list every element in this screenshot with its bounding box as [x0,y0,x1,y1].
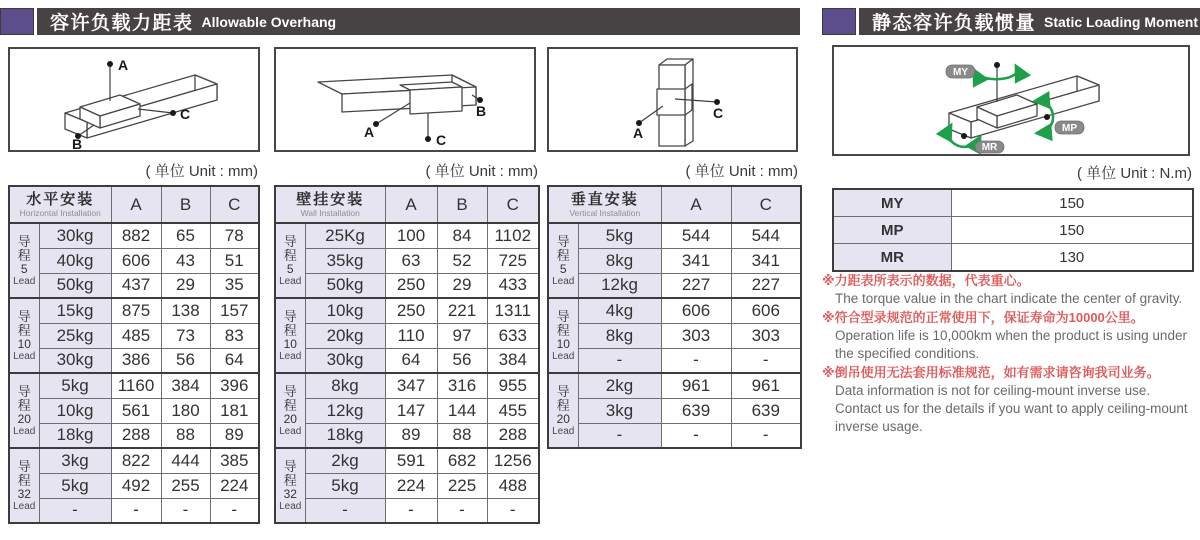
table-row [9,498,259,523]
data-cell: 1311 [487,298,539,323]
table-row [275,373,539,398]
data-cell: 396 [210,373,259,398]
table-title-cell [548,186,661,223]
lead-zh: 导程 [283,383,297,413]
horizontal-installation-diagram [8,47,260,152]
purple-accent-square [822,8,856,35]
table-row [9,323,259,348]
lead-num: 5 [559,261,567,276]
table-row [9,373,259,398]
data-cell: 180 [161,398,210,423]
moment-table [832,188,1194,272]
lead-num: 20 [283,411,297,426]
data-cell: 97 [437,323,487,348]
data-cell: 633 [487,323,539,348]
data-cell: 875 [111,298,161,323]
unit-label-mm: ( 单位 Unit : mm) [425,163,538,180]
wall-table [274,185,540,524]
lead-zh: 导程 [17,458,31,488]
data-cell: 561 [111,398,161,423]
data-cell: 961 [661,373,731,398]
data-cell: 35 [210,273,259,298]
data-cell: 433 [487,273,539,298]
data-cell: 147 [385,398,437,423]
note-item [822,271,1200,308]
point-a-label: A [633,125,644,141]
data-cell: - [111,498,161,523]
table-row [9,423,259,448]
table-row [9,398,259,423]
data-cell: 1256 [487,448,539,473]
table-row [548,398,801,423]
data-cell: 682 [437,448,487,473]
moment-label-my: MY [833,189,951,217]
weight-cell: - [578,348,661,373]
table-row [275,273,539,298]
col-header-a: A [111,186,161,223]
lead-num: 5 [20,261,28,276]
weight-cell: 8kg [305,373,385,398]
data-cell: 386 [111,348,161,373]
section-header-allowable-overhang [0,8,800,35]
point-a-label: A [364,124,375,140]
mr-badge-label: MR [981,142,998,153]
data-cell: - [487,498,539,523]
lead-en: Lead [552,425,575,437]
weight-cell: 50kg [39,273,111,298]
table-title-zh: 壁挂安装 [296,191,365,208]
data-cell: 455 [487,398,539,423]
data-cell: 138 [161,298,210,323]
weight-cell: 35kg [305,248,385,273]
data-cell: 485 [111,323,161,348]
note-item [822,308,1200,363]
table-row [548,348,801,373]
data-cell: 83 [210,323,259,348]
section-title-en: Allowable Overhang [201,13,337,30]
lead-zh: 导程 [17,383,31,413]
actuator-isometric-icon [276,49,534,150]
table-row [9,448,259,473]
lead-cell [275,373,305,448]
table-title-zh: 水平安装 [26,191,95,208]
table-row [9,348,259,373]
section-title-en: Static Loading Moment [1044,13,1199,30]
data-cell: 88 [437,423,487,448]
table-row [9,248,259,273]
lead-en: Lead [13,350,36,362]
data-cell: 84 [437,223,487,248]
data-cell: 227 [661,273,731,298]
lead-num: 20 [556,411,570,426]
moment-value-my: 150 [951,189,1193,217]
weight-cell: 30kg [305,348,385,373]
weight-cell: - [39,498,111,523]
data-cell: 221 [437,298,487,323]
weight-cell: 10kg [305,298,385,323]
col-header-a: A [661,186,731,223]
vertical-table [547,185,802,449]
lead-cell [9,298,39,373]
data-cell: 144 [437,398,487,423]
table-row [275,323,539,348]
lead-num: 20 [17,411,31,426]
data-cell: 225 [437,473,487,498]
lead-zh: 导程 [556,308,570,338]
data-cell: 606 [111,248,161,273]
data-cell: - [161,498,210,523]
lead-zh: 导程 [556,233,570,263]
unit-label-mm: ( 单位 Unit : mm) [685,163,798,180]
data-cell: 255 [161,473,210,498]
weight-cell: 8kg [578,248,661,273]
table-row [275,298,539,323]
table-row [548,223,801,248]
weight-cell: 30kg [39,223,111,248]
data-cell: 341 [661,248,731,273]
unit-label-mm: ( 单位 Unit : mm) [145,163,258,180]
data-cell: 288 [111,423,161,448]
table-title-en: Vertical Installation [569,208,641,218]
weight-cell: 25kg [39,323,111,348]
data-cell: - [385,498,437,523]
data-cell: 955 [487,373,539,398]
moment-axes-icon [834,47,1188,154]
point-c-label: C [180,106,191,122]
data-cell: 303 [731,323,801,348]
data-cell: 88 [161,423,210,448]
note-en: Operation life is 10,000km when the product is using under the specified conditions. [835,328,1187,361]
moment-value-mr: 130 [951,244,1193,272]
data-cell: 227 [731,273,801,298]
col-header-c: C [487,186,539,223]
col-header-c: C [731,186,801,223]
section-title-zh: 静态容许负载惯量 [872,13,1037,34]
purple-accent-square [0,8,34,35]
data-cell: 89 [210,423,259,448]
section-title-zh: 容许负载力距表 [50,13,194,34]
note-en: Data information is not for ceiling-mount inverse use. Contact us for the details if you want to apply ceiling-mount inverse usage. [835,383,1188,434]
data-cell: - [210,498,259,523]
data-cell: 492 [111,473,161,498]
my-badge-label: MY [953,67,968,78]
table-row [275,473,539,498]
table-row [833,217,1193,244]
rotation-arrow-my [975,68,1018,79]
lead-cell [275,448,305,523]
data-cell: 544 [661,223,731,248]
lead-num: 32 [283,486,297,501]
data-cell: 63 [385,248,437,273]
lead-en: Lead [13,275,36,287]
table-row [548,373,801,398]
data-cell: 437 [111,273,161,298]
wall-installation-diagram [274,47,536,152]
weight-cell: 18kg [39,423,111,448]
data-cell: 606 [731,298,801,323]
lead-zh: 导程 [283,233,297,263]
section-header-bar [37,8,800,35]
lead-cell [275,223,305,298]
data-cell: 78 [210,223,259,248]
weight-cell: 25Kg [305,223,385,248]
data-cell: 488 [487,473,539,498]
lead-zh: 导程 [17,233,31,263]
data-cell: 341 [731,248,801,273]
point-b-label: B [476,103,487,119]
lead-num: 5 [286,261,294,276]
table-title-zh: 垂直安装 [570,191,639,208]
lead-zh: 导程 [556,383,570,413]
data-cell: - [731,423,801,448]
weight-cell: 3kg [39,448,111,473]
table-row [548,273,801,298]
data-cell: 639 [661,398,731,423]
note-en: The torque value in the chart indicate the center of gravity. [835,291,1183,306]
weight-cell: 10kg [39,398,111,423]
table-row [275,398,539,423]
section-header-static-loading-moment [822,8,1200,35]
moment-label-mr: MR [833,244,951,272]
static-loading-moment-diagram [832,45,1190,156]
lead-num: 10 [283,336,297,351]
table-title-en: Horizontal Installation [19,208,101,218]
table-row [275,498,539,523]
lead-num: 10 [556,336,570,351]
table-title-cell [275,186,385,223]
weight-cell: 2kg [305,448,385,473]
lead-en: Lead [13,425,36,437]
moment-label-mp: MP [833,217,951,244]
table-row [9,298,259,323]
table-row [833,189,1193,217]
table-row [548,298,801,323]
table-title-en: Wall Installation [300,208,360,218]
data-cell: 882 [111,223,161,248]
point-c-label: C [713,105,724,121]
data-cell: 606 [661,298,731,323]
weight-cell: 30kg [39,348,111,373]
col-header-a: A [385,186,437,223]
lead-en: Lead [279,425,302,437]
table-row [9,223,259,248]
weight-cell: - [578,423,661,448]
data-cell: 52 [437,248,487,273]
data-cell: 822 [111,448,161,473]
weight-cell: 15kg [39,298,111,323]
data-cell: 29 [161,273,210,298]
data-cell: 385 [210,448,259,473]
data-cell: 639 [731,398,801,423]
data-cell: 224 [385,473,437,498]
data-cell: 64 [385,348,437,373]
data-cell: 544 [731,223,801,248]
data-cell: 224 [210,473,259,498]
data-cell: 316 [437,373,487,398]
weight-cell: 12kg [578,273,661,298]
data-cell: 347 [385,373,437,398]
data-cell: 1160 [111,373,161,398]
data-cell: 56 [437,348,487,373]
lead-cell [548,223,578,298]
mp-badge-label: MP [1062,123,1077,134]
weight-cell: 3kg [578,398,661,423]
data-cell: 250 [385,298,437,323]
table-row [275,423,539,448]
point-c-label: C [436,132,447,148]
weight-cell: 8kg [578,323,661,348]
data-cell: 56 [161,348,210,373]
weight-cell: 5kg [578,223,661,248]
table-row [275,248,539,273]
data-cell: 384 [161,373,210,398]
note-zh: ※符合型录规范的正常使用下，保证寿命为10000公里。 [822,310,1144,325]
data-cell: - [661,348,731,373]
data-cell: - [731,348,801,373]
moment-value-mp: 150 [951,217,1193,244]
weight-cell: 40kg [39,248,111,273]
lead-en: Lead [552,350,575,362]
weight-cell: 2kg [578,373,661,398]
table-row [9,273,259,298]
unit-label-nm: ( 单位 Unit : N.m) [1077,165,1192,182]
lead-zh: 导程 [17,308,31,338]
actuator-isometric-icon [549,49,796,150]
data-cell: 1102 [487,223,539,248]
horizontal-table [8,185,260,524]
data-cell: 89 [385,423,437,448]
col-header-b: B [161,186,210,223]
lead-num: 32 [17,486,31,501]
table-row [275,348,539,373]
weight-cell: 4kg [578,298,661,323]
data-cell: 288 [487,423,539,448]
table-row [833,244,1193,272]
weight-cell: 12kg [305,398,385,423]
table-row [9,473,259,498]
point-b-label: B [72,136,83,150]
data-cell: 591 [385,448,437,473]
table-row [548,248,801,273]
lead-zh: 导程 [283,458,297,488]
data-cell: 29 [437,273,487,298]
table-row [548,423,801,448]
note-zh: ※力距表所表示的数据，代表重心。 [822,273,1030,288]
data-cell: 250 [385,273,437,298]
weight-cell: 20kg [305,323,385,348]
data-cell: 725 [487,248,539,273]
weight-cell: 18kg [305,423,385,448]
weight-cell: 5kg [305,473,385,498]
table-row [275,448,539,473]
lead-num: 10 [17,336,31,351]
lead-en: Lead [279,275,302,287]
data-cell: 64 [210,348,259,373]
lead-zh: 导程 [283,308,297,338]
data-cell: 100 [385,223,437,248]
lead-en: Lead [552,275,575,287]
lead-cell [9,448,39,523]
col-header-c: C [210,186,259,223]
lead-en: Lead [279,350,302,362]
lead-cell [548,298,578,373]
vertical-installation-diagram [547,47,798,152]
lead-cell [548,373,578,448]
data-cell: 444 [161,448,210,473]
data-cell: 961 [731,373,801,398]
lead-cell [275,298,305,373]
data-cell: 384 [487,348,539,373]
table-row [548,323,801,348]
weight-cell: - [305,498,385,523]
data-cell: - [661,423,731,448]
lead-cell [9,223,39,298]
data-cell: - [437,498,487,523]
actuator-isometric-icon [10,49,258,150]
data-cell: 51 [210,248,259,273]
lead-en: Lead [279,500,302,512]
notes [822,271,1200,436]
data-cell: 181 [210,398,259,423]
data-cell: 65 [161,223,210,248]
data-cell: 110 [385,323,437,348]
lead-en: Lead [13,500,36,512]
table-title-cell [9,186,111,223]
data-cell: 73 [161,323,210,348]
table-row [275,223,539,248]
data-cell: 157 [210,298,259,323]
section-header-bar [859,8,1200,35]
note-item [822,363,1200,436]
data-cell: 303 [661,323,731,348]
point-a-label: A [118,57,129,73]
weight-cell: 5kg [39,473,111,498]
note-zh: ※倒吊使用无法套用标准规范，如有需求请咨询我司业务。 [822,365,1160,380]
weight-cell: 50kg [305,273,385,298]
col-header-b: B [437,186,487,223]
weight-cell: 5kg [39,373,111,398]
data-cell: 43 [161,248,210,273]
lead-cell [9,373,39,448]
